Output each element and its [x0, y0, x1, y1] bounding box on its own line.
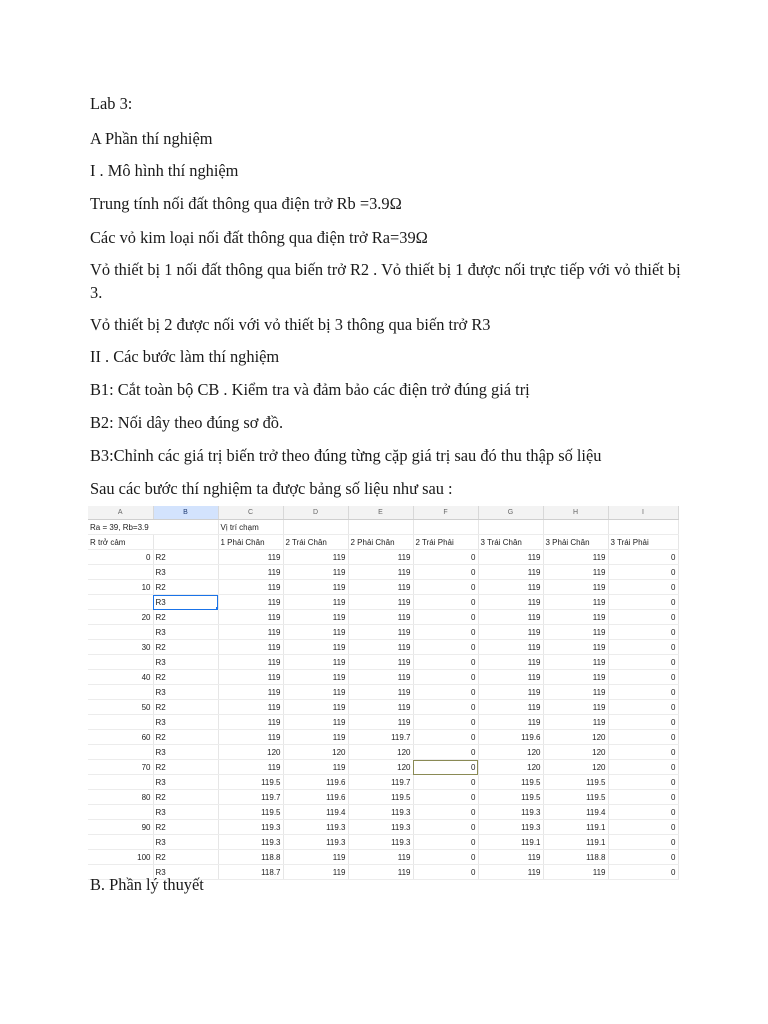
table-cell[interactable]: 120 — [543, 760, 608, 775]
table-cell[interactable]: 119 — [218, 595, 283, 610]
table-cell[interactable] — [88, 625, 153, 640]
table-cell[interactable]: 0 — [413, 640, 478, 655]
column-header-a[interactable]: A — [88, 506, 153, 520]
table-cell[interactable]: 119 — [218, 700, 283, 715]
table-cell[interactable]: R3 — [153, 715, 218, 730]
table-cell[interactable]: 0 — [608, 625, 678, 640]
table-cell[interactable]: 119 — [283, 640, 348, 655]
paragraph: B2: Nối dây theo đúng sơ đồ. — [90, 413, 284, 432]
spreadsheet-table — [88, 506, 679, 880]
paragraph: Các vỏ kim loại nối đất thông qua điện trở Ra=39Ω — [90, 228, 428, 247]
table-cell[interactable]: 119 — [478, 550, 543, 565]
paragraph: Trung tính nối đất thông qua điện trở Rb =3.9Ω — [90, 194, 402, 213]
table-cell[interactable]: 118.8 — [218, 850, 283, 865]
table-cell[interactable]: 119 — [543, 655, 608, 670]
table-cell[interactable]: R2 — [153, 790, 218, 805]
table-cell[interactable]: 119 — [348, 865, 413, 880]
table-cell[interactable]: 119 — [348, 565, 413, 580]
table-row — [88, 790, 678, 805]
table-cell[interactable]: 119 — [348, 610, 413, 625]
table-cell[interactable]: 119 — [543, 610, 608, 625]
table-cell[interactable]: 119.4 — [283, 805, 348, 820]
table-cell[interactable]: 120 — [478, 760, 543, 775]
table-header-row — [88, 535, 678, 550]
table-cell[interactable]: 119 — [283, 550, 348, 565]
table-cell[interactable]: 119.1 — [478, 835, 543, 850]
table-row — [88, 730, 678, 745]
table-row — [88, 775, 678, 790]
table-cell[interactable] — [88, 655, 153, 670]
table-cell[interactable]: 119 — [478, 655, 543, 670]
table-cell[interactable]: 119 — [348, 685, 413, 700]
table-cell[interactable]: 119 — [283, 655, 348, 670]
table-cell[interactable]: 119 — [283, 850, 348, 865]
table-cell[interactable]: 0 — [413, 760, 478, 775]
table-cell[interactable]: 119 — [283, 730, 348, 745]
table-cell[interactable]: 80 — [88, 790, 153, 805]
table-cell[interactable]: 119.7 — [218, 790, 283, 805]
table-cell[interactable]: 119 — [478, 640, 543, 655]
table-cell[interactable]: R2 — [153, 550, 218, 565]
table-cell[interactable]: 119 — [543, 565, 608, 580]
table-cell[interactable] — [543, 520, 608, 535]
table-cell[interactable]: 119.5 — [218, 805, 283, 820]
table-cell[interactable]: 119 — [478, 685, 543, 700]
table-cell[interactable]: 118.7 — [218, 865, 283, 880]
table-cell[interactable]: R2 — [153, 610, 218, 625]
table-cell[interactable]: 119 — [348, 700, 413, 715]
table-cell[interactable] — [88, 835, 153, 850]
table-cell[interactable]: 119 — [478, 670, 543, 685]
table-cell[interactable]: R3 — [153, 685, 218, 700]
table-cell[interactable]: 0 — [608, 745, 678, 760]
table-cell[interactable]: R3 — [153, 835, 218, 850]
table-cell[interactable]: 119 — [348, 655, 413, 670]
table-cell[interactable]: 0 — [608, 655, 678, 670]
table-row — [88, 715, 678, 730]
table-cell[interactable]: 0 — [608, 850, 678, 865]
table-cell[interactable]: 119.1 — [543, 820, 608, 835]
table-cell[interactable]: Vị trí chạm — [218, 520, 283, 535]
table-cell[interactable]: 0 — [608, 835, 678, 850]
table-cell[interactable]: R3 — [153, 595, 218, 610]
column-header-f[interactable]: F — [413, 506, 478, 520]
table-header-row — [88, 520, 678, 535]
table-cell[interactable]: 60 — [88, 730, 153, 745]
paragraph: I . Mô hình thí nghiệm — [90, 161, 239, 180]
table-cell[interactable]: 119 — [283, 700, 348, 715]
table-row — [88, 700, 678, 715]
table-cell[interactable]: R3 — [153, 865, 218, 880]
table-cell[interactable]: 119 — [218, 655, 283, 670]
table-cell[interactable]: Ra = 39, Rb=3.9 — [88, 520, 218, 535]
table-cell[interactable]: 119 — [283, 685, 348, 700]
table-cell[interactable]: 119.4 — [543, 805, 608, 820]
table-cell[interactable]: 3 Phải Chân — [543, 535, 608, 550]
table-cell[interactable]: 0 — [413, 745, 478, 760]
table-cell[interactable]: 0 — [608, 775, 678, 790]
paragraph: Vỏ thiết bị 1 nối đất thông qua biến trở R2 . Vỏ thiết bị 1 được nối trực tiếp với vỏ thiết bị 3. — [90, 260, 681, 302]
table-cell[interactable]: 20 — [88, 610, 153, 625]
table-cell[interactable]: 120 — [478, 745, 543, 760]
table-cell[interactable]: 119 — [543, 580, 608, 595]
table-row — [88, 610, 678, 625]
table-cell[interactable] — [413, 520, 478, 535]
table-cell[interactable]: R3 — [153, 775, 218, 790]
table-cell[interactable]: 119 — [283, 865, 348, 880]
table-cell[interactable]: 119 — [543, 685, 608, 700]
table-cell[interactable]: 119.6 — [283, 790, 348, 805]
table-cell[interactable]: 119 — [218, 550, 283, 565]
table-cell[interactable]: 0 — [608, 805, 678, 820]
table-cell[interactable]: 120 — [218, 745, 283, 760]
table-cell[interactable]: 0 — [413, 655, 478, 670]
table-cell[interactable]: 119 — [218, 625, 283, 640]
table-cell[interactable]: 119 — [218, 580, 283, 595]
table-cell[interactable]: 0 — [413, 700, 478, 715]
table-cell[interactable]: 1 Phải Chân — [218, 535, 283, 550]
table-cell[interactable]: 0 — [413, 625, 478, 640]
table-cell[interactable]: 0 — [413, 715, 478, 730]
table-cell[interactable]: R2 — [153, 820, 218, 835]
table-cell[interactable]: 119.5 — [478, 775, 543, 790]
table-cell[interactable]: 119 — [283, 580, 348, 595]
paragraph: Vỏ thiết bị 2 được nối với vỏ thiết bị 3 thông qua biến trở R3 — [90, 315, 491, 334]
table-cell[interactable]: 119 — [283, 715, 348, 730]
table-cell[interactable]: 119 — [478, 565, 543, 580]
table-cell[interactable]: 0 — [608, 820, 678, 835]
table-cell[interactable] — [88, 685, 153, 700]
table-cell[interactable]: 0 — [608, 610, 678, 625]
table-cell[interactable]: 119 — [348, 595, 413, 610]
table-cell[interactable]: 0 — [413, 820, 478, 835]
table-cell[interactable]: 0 — [608, 790, 678, 805]
table-cell[interactable]: 0 — [413, 610, 478, 625]
table-cell[interactable]: 119 — [218, 685, 283, 700]
table-cell[interactable]: 119 — [218, 730, 283, 745]
table-cell[interactable]: 119 — [348, 640, 413, 655]
table-cell[interactable]: 119 — [218, 760, 283, 775]
table-cell[interactable]: 119 — [478, 700, 543, 715]
paragraph: Lab 3: — [90, 94, 133, 113]
table-cell[interactable]: 119 — [283, 625, 348, 640]
table-cell[interactable]: 0 — [608, 760, 678, 775]
table-cell[interactable]: 119.6 — [478, 730, 543, 745]
table-cell[interactable]: 0 — [413, 595, 478, 610]
table-cell[interactable] — [348, 520, 413, 535]
table-cell[interactable]: 0 — [608, 685, 678, 700]
table-cell[interactable]: R2 — [153, 700, 218, 715]
table-cell[interactable]: 119.6 — [283, 775, 348, 790]
table-row — [88, 550, 678, 565]
table-cell[interactable]: 0 — [413, 580, 478, 595]
table-cell[interactable]: R2 — [153, 850, 218, 865]
table-cell[interactable]: 0 — [413, 775, 478, 790]
table-row — [88, 670, 678, 685]
column-header-i[interactable]: I — [608, 506, 678, 520]
table-cell[interactable]: 119.7 — [348, 775, 413, 790]
table-cell[interactable]: 0 — [413, 850, 478, 865]
table-cell[interactable]: 119.5 — [543, 790, 608, 805]
table-cell[interactable]: 0 — [413, 790, 478, 805]
table-cell[interactable]: 119 — [543, 625, 608, 640]
paragraph: A Phần thí nghiệm — [90, 129, 213, 148]
table-row — [88, 805, 678, 820]
table-cell[interactable]: 119 — [543, 670, 608, 685]
table-cell[interactable]: 120 — [348, 745, 413, 760]
table-cell[interactable]: 0 — [608, 565, 678, 580]
table-cell[interactable]: 119 — [478, 850, 543, 865]
table-cell[interactable]: 119.7 — [348, 730, 413, 745]
table-row — [88, 625, 678, 640]
table-cell[interactable]: 119 — [218, 640, 283, 655]
table-cell[interactable]: 119 — [478, 610, 543, 625]
table-cell[interactable] — [88, 595, 153, 610]
table-cell[interactable]: 119 — [543, 715, 608, 730]
table-cell[interactable]: R2 — [153, 640, 218, 655]
table-cell[interactable]: 119 — [543, 550, 608, 565]
table-cell[interactable]: 119 — [283, 595, 348, 610]
column-header-d[interactable]: D — [283, 506, 348, 520]
table-cell[interactable]: 119.3 — [348, 820, 413, 835]
column-header-b[interactable]: B — [153, 506, 218, 520]
table-cell[interactable]: 119 — [348, 715, 413, 730]
table-row — [88, 565, 678, 580]
table-cell[interactable]: R2 — [153, 670, 218, 685]
table-cell[interactable]: 0 — [608, 670, 678, 685]
paragraph: B3:Chỉnh các giá trị biến trở theo đúng từng cặp giá trị sau đó thu thập số liệu — [90, 446, 602, 465]
table-cell[interactable]: 0 — [413, 685, 478, 700]
table-row — [88, 850, 678, 865]
table-cell[interactable]: 119 — [478, 595, 543, 610]
table-cell[interactable]: 0 — [608, 580, 678, 595]
table-cell[interactable]: 119 — [348, 625, 413, 640]
table-cell[interactable]: 119 — [348, 580, 413, 595]
table-cell[interactable]: 119 — [543, 865, 608, 880]
table-row — [88, 760, 678, 775]
table-cell[interactable]: 119.5 — [348, 790, 413, 805]
table-cell[interactable]: 119.3 — [478, 805, 543, 820]
table-cell[interactable]: 0 — [608, 865, 678, 880]
paragraph: II . Các bước làm thí nghiệm — [90, 347, 280, 366]
table-cell[interactable]: 119.3 — [348, 835, 413, 850]
table-cell[interactable]: 119 — [348, 850, 413, 865]
table-cell[interactable]: 119 — [218, 670, 283, 685]
table-cell[interactable]: 0 — [413, 805, 478, 820]
table-cell[interactable]: 119 — [478, 580, 543, 595]
table-cell[interactable]: R2 — [153, 730, 218, 745]
table-cell[interactable]: 0 — [608, 595, 678, 610]
table-cell[interactable] — [88, 715, 153, 730]
table-cell[interactable]: 2 Trái Phải — [413, 535, 478, 550]
table-cell[interactable] — [88, 775, 153, 790]
table-cell[interactable]: R3 — [153, 805, 218, 820]
table-cell[interactable]: 0 — [608, 715, 678, 730]
table-cell[interactable]: R2 — [153, 580, 218, 595]
table-cell[interactable]: 0 — [608, 640, 678, 655]
table-cell[interactable]: 2 Phải Chân — [348, 535, 413, 550]
column-header-e[interactable]: E — [348, 506, 413, 520]
table-cell[interactable]: 119.3 — [348, 805, 413, 820]
table-cell[interactable]: 119 — [283, 565, 348, 580]
table-cell[interactable]: 2 Trái Chân — [283, 535, 348, 550]
table-cell[interactable]: 119 — [478, 625, 543, 640]
table-cell[interactable]: 0 — [608, 550, 678, 565]
table-cell[interactable]: 119 — [348, 670, 413, 685]
table-cell[interactable]: 0 — [413, 670, 478, 685]
paragraph: Sau các bước thí nghiệm ta được bảng số liệu như sau : — [90, 479, 453, 498]
table-cell[interactable]: 0 — [88, 550, 153, 565]
table-cell[interactable]: 10 — [88, 580, 153, 595]
table-cell[interactable]: 119.5 — [478, 790, 543, 805]
table-cell[interactable]: 119 — [283, 610, 348, 625]
table-cell[interactable] — [88, 745, 153, 760]
table-row — [88, 835, 678, 850]
table-cell[interactable]: 120 — [543, 745, 608, 760]
table-cell[interactable]: 119 — [218, 610, 283, 625]
table-cell[interactable]: 0 — [608, 700, 678, 715]
paragraph: B1: Cắt toàn bộ CB . Kiểm tra và đảm bảo các điện trở đúng giá trị — [90, 380, 530, 399]
column-letter-header — [88, 506, 678, 520]
table-cell[interactable] — [283, 520, 348, 535]
table-cell[interactable]: 119 — [218, 715, 283, 730]
table-cell[interactable]: 119.5 — [543, 775, 608, 790]
table-cell[interactable]: 90 — [88, 820, 153, 835]
table-cell[interactable]: R3 — [153, 625, 218, 640]
table-cell[interactable]: 119.3 — [478, 820, 543, 835]
table-cell[interactable] — [478, 520, 543, 535]
column-header-g[interactable]: G — [478, 506, 543, 520]
table-cell[interactable]: 119 — [348, 550, 413, 565]
table-cell[interactable]: R3 — [153, 655, 218, 670]
table-row — [88, 640, 678, 655]
table-row — [88, 685, 678, 700]
table-row — [88, 745, 678, 760]
table-cell[interactable]: 119 — [543, 595, 608, 610]
table-cell[interactable]: 0 — [413, 730, 478, 745]
table-cell[interactable]: 120 — [543, 730, 608, 745]
section-b-heading: B. Phần lý thuyết — [90, 875, 204, 894]
table-cell[interactable]: 120 — [283, 745, 348, 760]
table-cell[interactable]: 100 — [88, 850, 153, 865]
table-cell[interactable] — [153, 535, 218, 550]
table-cell[interactable]: 119 — [478, 865, 543, 880]
table-cell[interactable]: R trở cảm — [88, 535, 153, 550]
table-row — [88, 595, 678, 610]
table-cell[interactable] — [88, 805, 153, 820]
table-cell[interactable] — [88, 565, 153, 580]
table-cell[interactable]: 119.3 — [218, 835, 283, 850]
table-cell[interactable]: 119 — [283, 760, 348, 775]
table-row — [88, 820, 678, 835]
table-cell[interactable]: 119.3 — [283, 820, 348, 835]
table-cell[interactable] — [608, 520, 678, 535]
table-cell[interactable]: 119.3 — [283, 835, 348, 850]
table-row — [88, 580, 678, 595]
column-header-c[interactable]: C — [218, 506, 283, 520]
table-cell[interactable]: 120 — [348, 760, 413, 775]
table-cell[interactable]: 119 — [283, 670, 348, 685]
table-cell[interactable]: 119 — [478, 715, 543, 730]
table-cell[interactable]: 119 — [543, 700, 608, 715]
table-cell[interactable]: 119.5 — [218, 775, 283, 790]
column-header-h[interactable]: H — [543, 506, 608, 520]
table-cell[interactable]: 40 — [88, 670, 153, 685]
table-cell[interactable]: 70 — [88, 760, 153, 775]
table-cell[interactable]: 30 — [88, 640, 153, 655]
table-cell[interactable]: 119 — [543, 640, 608, 655]
table-cell[interactable]: 119.3 — [218, 820, 283, 835]
table-cell[interactable]: 0 — [413, 835, 478, 850]
table-cell[interactable]: 119.1 — [543, 835, 608, 850]
table-cell[interactable]: R3 — [153, 565, 218, 580]
table-cell[interactable]: R2 — [153, 760, 218, 775]
table-cell[interactable]: 0 — [608, 730, 678, 745]
table-row — [88, 655, 678, 670]
table-cell[interactable]: 118.8 — [543, 850, 608, 865]
table-cell[interactable]: 3 Trái Chân — [478, 535, 543, 550]
table-cell[interactable]: 119 — [218, 565, 283, 580]
table-cell[interactable]: 50 — [88, 700, 153, 715]
table-cell[interactable]: 0 — [413, 565, 478, 580]
table-cell[interactable]: R3 — [153, 745, 218, 760]
table-cell[interactable]: 0 — [413, 550, 478, 565]
table-cell[interactable]: 3 Trái Phải — [608, 535, 678, 550]
table-cell[interactable]: 0 — [413, 865, 478, 880]
